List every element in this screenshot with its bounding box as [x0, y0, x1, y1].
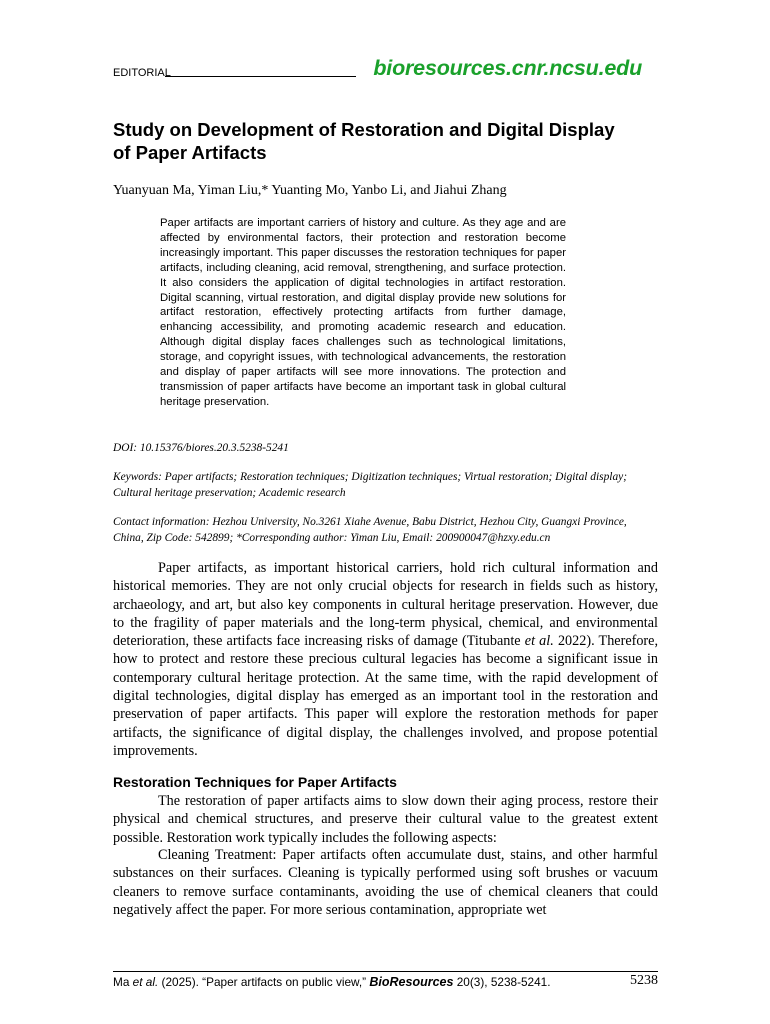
journal-brand: BioResources: [369, 975, 454, 989]
journal-site-link[interactable]: bioresources.cnr.ncsu.edu: [373, 56, 642, 80]
footer-rule: [113, 971, 658, 972]
keywords: Keywords: Paper artifacts; Restoration techniques; Digitization techniques; Virtual restoration; Digital display; Cultural heritage preservation; Academic research: [113, 471, 628, 499]
abstract: Paper artifacts are important carriers of history and culture. As they age and are affected by environmental factors, their protection and restoration become increasingly important. This paper discusses the restoration techniques for paper artifacts, including cleaning, acid removal, strengthening, and surface protection. It also considers the application of digital technologies in artifact restoration. Digital scanning, virtual restoration, and digital display provide new solutions for artifact restoration, effectively protecting artifacts from further damage, enhancing accessibility, and promoting academic research and education. Although digital display faces challenges such as technological limitations, storage, and copyright issues, with technological advancements, the restoration and display of paper artifacts will see more innovations. The protection and transmission of paper artifacts have become an important task in global cultural heritage preservation.: [160, 217, 566, 408]
running-header: [113, 55, 658, 81]
article-title: Study on Development of Restoration and Digital Display of Paper Artifacts: [113, 119, 615, 163]
intro-text-b: 2022). Therefore, how to protect and restore these precious cultural legacies has become a significant issue in contemporary cultural heritage protection. At the same time, with the rapid development of digital technologies, digital display has emerged as an important tool in the restoration and preservation of paper artifacts. This paper will explore the restoration methods for paper artifacts, the significance of digital display, the challenges involved, and propose potential improvements.: [113, 633, 659, 759]
header-rule: [165, 76, 356, 77]
page-number: 5238: [630, 973, 658, 988]
cite-title: (2025). “Paper artifacts on public view,”: [158, 975, 370, 989]
section-label: EDITORIAL: [113, 67, 171, 79]
intro-text-a: Paper artifacts, as important historical carriers, hold rich cultural information and historical memories. They are not only crucial objects for research in fields such as history, archaeology, and art, but also key components in cultural heritage preservation. However, due to the fragility of paper materials and the long-term physical, chemical, and environmental deterioration, these artifacts face increasing risks of damage (Titubante: [113, 560, 658, 650]
contact-information: Contact information: Hezhou University, No.3261 Xiahe Avenue, Babu District, Hezhou City, Guangxi Province, China, Zip Code: 542899; *Corresponding author: Yiman Liu, Email: 200900047@hzxy.edu.cn: [113, 516, 627, 544]
citation: [113, 975, 551, 989]
section-paragraph-1: The restoration of paper artifacts aims to slow down their aging process, restore their physical and chemical structures, and preserve their cultural value to the greatest extent possible. Restoration work typically includes the following aspects:: [113, 793, 658, 846]
cite-etal: et al.: [132, 975, 159, 989]
cite-volume: 20(3), 5238-5241.: [453, 975, 551, 989]
intro-paragraph: [113, 559, 658, 760]
running-footer: [113, 971, 658, 995]
section-heading: Restoration Techniques for Paper Artifacts: [113, 774, 397, 790]
section-paragraph-2: Cleaning Treatment: Paper artifacts often accumulate dust, stains, and other harmful substances on their surfaces. Cleaning is typically performed using soft brushes or vacuum cleaners to remove surface contaminants, avoiding the use of chemical cleaners that could negatively affect the paper. For more serious contamination, appropriate wet: [113, 847, 658, 918]
author-list: Yuanyuan Ma, Yiman Liu,* Yuanting Mo, Yanbo Li, and Jiahui Zhang: [113, 183, 507, 198]
cite-author: Ma: [113, 975, 133, 989]
intro-etal: et al.: [524, 633, 554, 650]
doi[interactable]: DOI: 10.15376/biores.20.3.5238-5241: [113, 442, 289, 454]
